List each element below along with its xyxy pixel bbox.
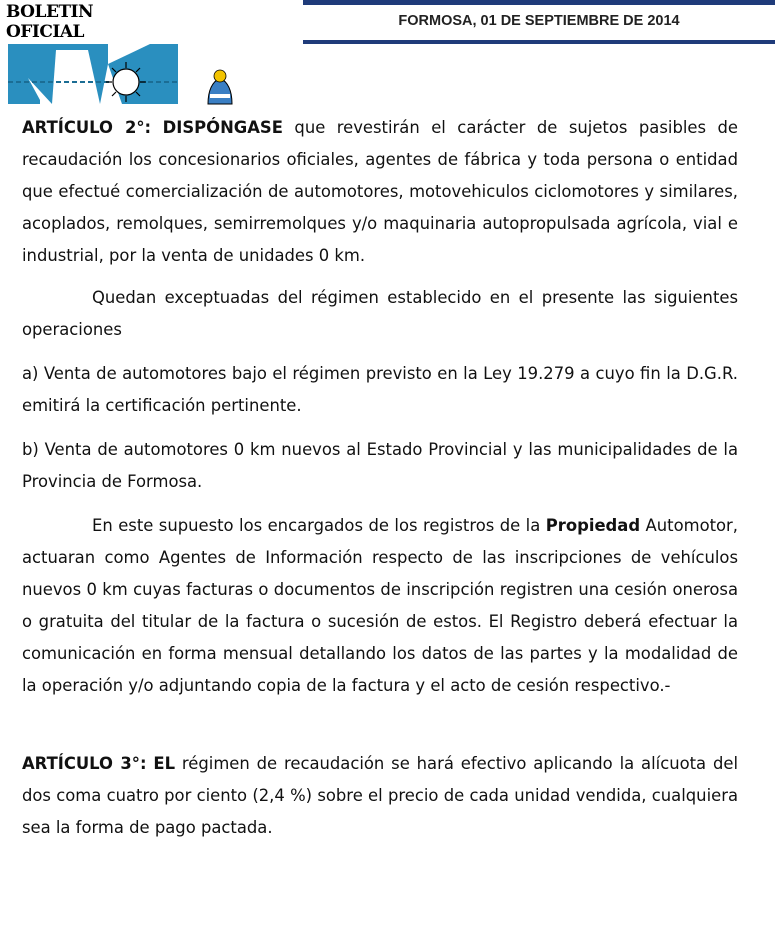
- article-2-paragraph: [22, 112, 738, 272]
- shield-icon: [208, 70, 232, 104]
- publication-date: FORMOSA, 01 DE SEPTIEMBRE DE 2014: [398, 13, 680, 29]
- article-3-paragraph: [22, 748, 738, 844]
- article-3-text: régimen de recaudación se hará efectivo aplicando la alícuota del dos coma cuatro por ciento (2,4 %) sobre el precio de cada unidad vendida, cualquiera sea la forma de pago pactada.: [22, 754, 738, 837]
- exception-item-b: b) Venta de automotores 0 km nuevos al Estado Provincial y las municipalidades de la Provincia de Formosa.: [22, 440, 738, 491]
- article-2-label: ARTÍCULO 2°:: [22, 118, 152, 137]
- logo-title-line1: BOLETIN: [6, 2, 94, 22]
- registry-paragraph-rest: Automotor, actuaran como Agentes de Información respecto de las inscripciones de vehículos nuevos 0 km cuyas facturas o documentos de inscripción registren una cesión onerosa o gratuita del titular de la factura o sucesión de estos. El Registro deberá efectuar la comunicación en forma mensual detallando los datos de las partes y la modalidad de la operación y/o adjuntando copia de la factura y el acto de cesión respectivo.-: [22, 516, 738, 695]
- header-rule-bottom: [303, 40, 775, 44]
- header-rule-top: [303, 0, 775, 5]
- exception-item-a: a) Venta de automotores bajo el régimen previsto en la Ley 19.279 a cuyo fin la D.G.R. emitirá la certificación pertinente.: [22, 364, 738, 415]
- article-2-text: que revestirán el carácter de sujetos pasibles de recaudación los concesionarios oficiales, agentes de fábrica y toda persona o entidad que efectué comercialización de automotores, motovehiculos ciclomotores y similares, acoplados, remolques, semirremolques y/o maquinaria autopropulsada agrícola, vial e industrial, por la venta de unidades 0 km.: [22, 118, 738, 265]
- document-body: [22, 112, 738, 844]
- article-2-verb: DISPÓNGASE: [162, 118, 283, 137]
- logo-title-line2: OFICIAL: [6, 22, 84, 42]
- registry-paragraph-start: En este supuesto los encargados de los registros de la: [92, 516, 546, 535]
- registry-paragraph-bold: Propiedad: [545, 516, 641, 535]
- article-3-lead: EL: [153, 754, 176, 773]
- article-3-label: ARTÍCULO 3°:: [22, 754, 147, 773]
- masthead: [0, 0, 775, 110]
- boletin-oficial-logo-icon: [0, 42, 250, 108]
- exceptions-intro: Quedan exceptuadas del régimen establecido en el presente las siguientes operaciones: [22, 288, 738, 339]
- section-spacer: [22, 702, 738, 748]
- registry-paragraph: [22, 510, 738, 702]
